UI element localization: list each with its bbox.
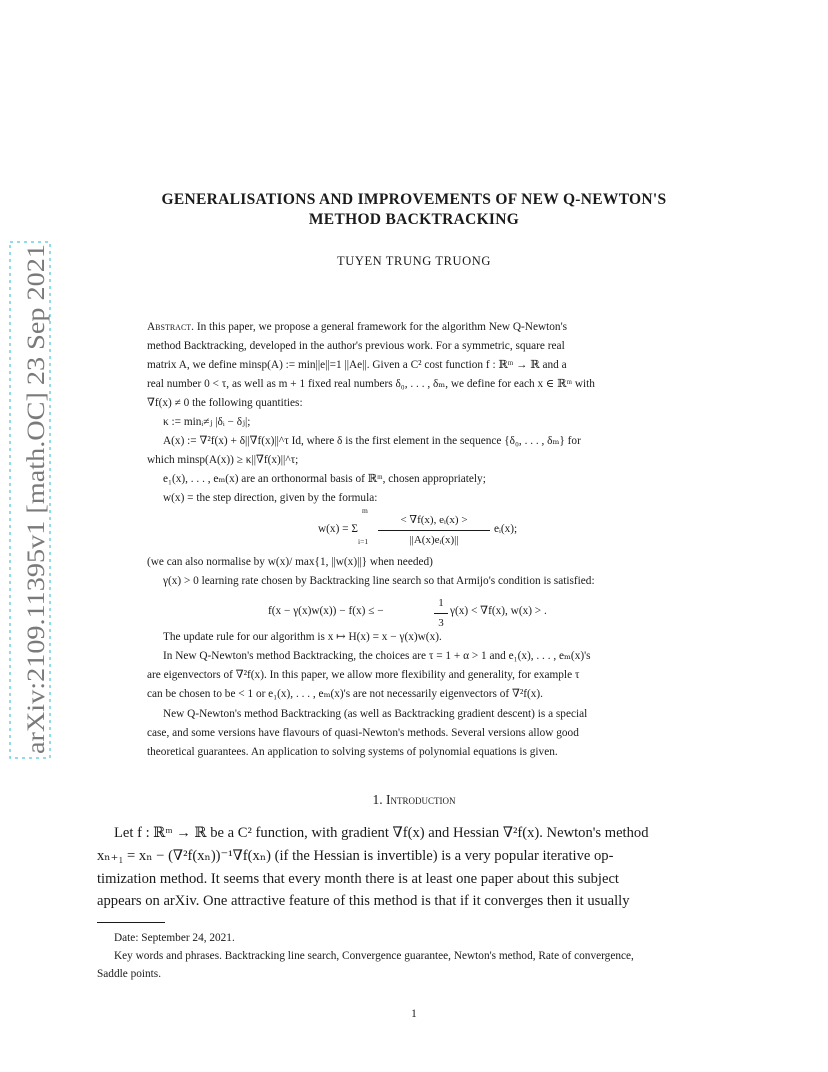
abstract-line-16: can be chosen to be < 1 or e₁(x), . . . , eₘ(x)'s are not necessarily eigenvectors of ∇²f(x).: [147, 688, 543, 700]
intro-line-3: timization method. It seems that every month there is at least one paper about this subject: [97, 871, 619, 887]
abstract-line-15: are eigenvectors of ∇²f(x). In this paper, we allow more flexibility and generality, for example τ: [147, 669, 580, 681]
abstract-line-1: Abstract. In this paper, we propose a general framework for the algorithm New Q-Newton's: [147, 321, 568, 333]
abstract-line-5: ∇f(x) ≠ 0 the following quantities:: [147, 397, 303, 409]
abstract-line-11: (we can also normalise by w(x)/ max{1, ||w(x)||} when needed): [147, 556, 433, 568]
abstract-line-9: e₁(x), . . . , eₘ(x) are an orthonormal basis of ℝᵐ, chosen appropriately;: [163, 473, 486, 485]
equation-armijo: f(x − γ(x)w(x)) − f(x) ≤ − $\frac{1}{3}$ γ(x) < ∇f(x), w(x) > .: [268, 594, 598, 628]
abstract-line-13: The update rule for our algorithm is x ↦ H(x) = x − γ(x)w(x).: [163, 631, 442, 643]
footnote-date: Date: September 24, 2021.: [114, 932, 235, 944]
paper-title-line-2: METHOD BACKTRACKING: [308, 211, 520, 228]
abstract-line-3: matrix A, we define minsp(A) := min||e||=1 ||Ae||. Given a C² cost function f : ℝᵐ → ℝ and a: [147, 359, 567, 371]
abstract-label: Abstract.: [147, 321, 194, 333]
intro-line-4: appears on arXiv. One attractive feature of this method is that if it converges then it usually: [97, 893, 630, 909]
author-name: TUYEN TRUNG TRUONG: [336, 254, 492, 268]
equation-step-direction: w(x) = Σ m i=1 $\frac{\text{< ∇f(x), eᵢ(x) >}}{\text{||A(x)eᵢ(x)||}}$ eᵢ(x);: [318, 506, 518, 546]
abstract-line-19: theoretical guarantees. An application to solving systems of polynomial equations is given.: [147, 746, 558, 758]
paper-title-line-1: GENERALISATIONS AND IMPROVEMENTS OF NEW Q-NEWTON'S: [161, 191, 667, 208]
arxiv-watermark: [6, 240, 58, 760]
abstract-line-12: γ(x) > 0 learning rate chosen by Backtracking line search so that Armijo's condition is satisfied:: [163, 575, 595, 587]
abstract-line-14: In New Q-Newton's method Backtracking, the choices are τ = 1 + α > 1 and e₁(x), . . . , eₘ(x)'s: [163, 650, 591, 662]
arxiv-watermark-text: arXiv:2109.11395v1 [math.OC] 23 Sep 2021: [21, 293, 50, 754]
intro-line-1: Let f : ℝᵐ → ℝ be a C² function, with gradient ∇f(x) and Hessian ∇²f(x). Newton's method: [114, 825, 649, 841]
footnote-keywords-cont: Saddle points.: [97, 968, 162, 980]
abstract-line-17: New Q-Newton's method Backtracking (as well as Backtracking gradient descent) is a special: [163, 708, 588, 720]
abstract-line-7: A(x) := ∇²f(x) + δ||∇f(x)||^τ Id, where δ is the first element in the sequence {δ₀, . . . , δₘ} for: [163, 435, 581, 447]
intro-line-2: xₙ₊₁ = xₙ − (∇²f(xₙ))⁻¹∇f(xₙ) (if the Hessian is invertible) is a very popular iterative op-: [97, 848, 614, 864]
abstract-line-6: κ := minᵢ≠ⱼ |δᵢ − δⱼ|;: [163, 416, 251, 428]
footnote-rule: [97, 922, 165, 923]
abstract-line-4: real number 0 < τ, as well as m + 1 fixed real numbers δ₀, . . . , δₘ, we define for each x ∈ ℝᵐ with: [147, 378, 595, 390]
abstract-line-8: which minsp(A(x)) ≥ κ||∇f(x)||^τ;: [147, 454, 299, 466]
section-heading: 1. Introduction: [372, 792, 456, 807]
abstract-line-18: case, and some versions have flavours of quasi-Newton's methods. Several versions allow good: [147, 727, 579, 739]
abstract-line-2: method Backtracking, developed in the author's previous work. For a symmetric, square real: [147, 340, 565, 352]
footnote-keywords: Key words and phrases. Backtracking line search, Convergence guarantee, Newton's method, Rate of convergence,: [114, 950, 634, 962]
abstract-line-10: w(x) = the step direction, given by the formula:: [163, 492, 378, 504]
page-number: 1: [411, 1008, 417, 1020]
